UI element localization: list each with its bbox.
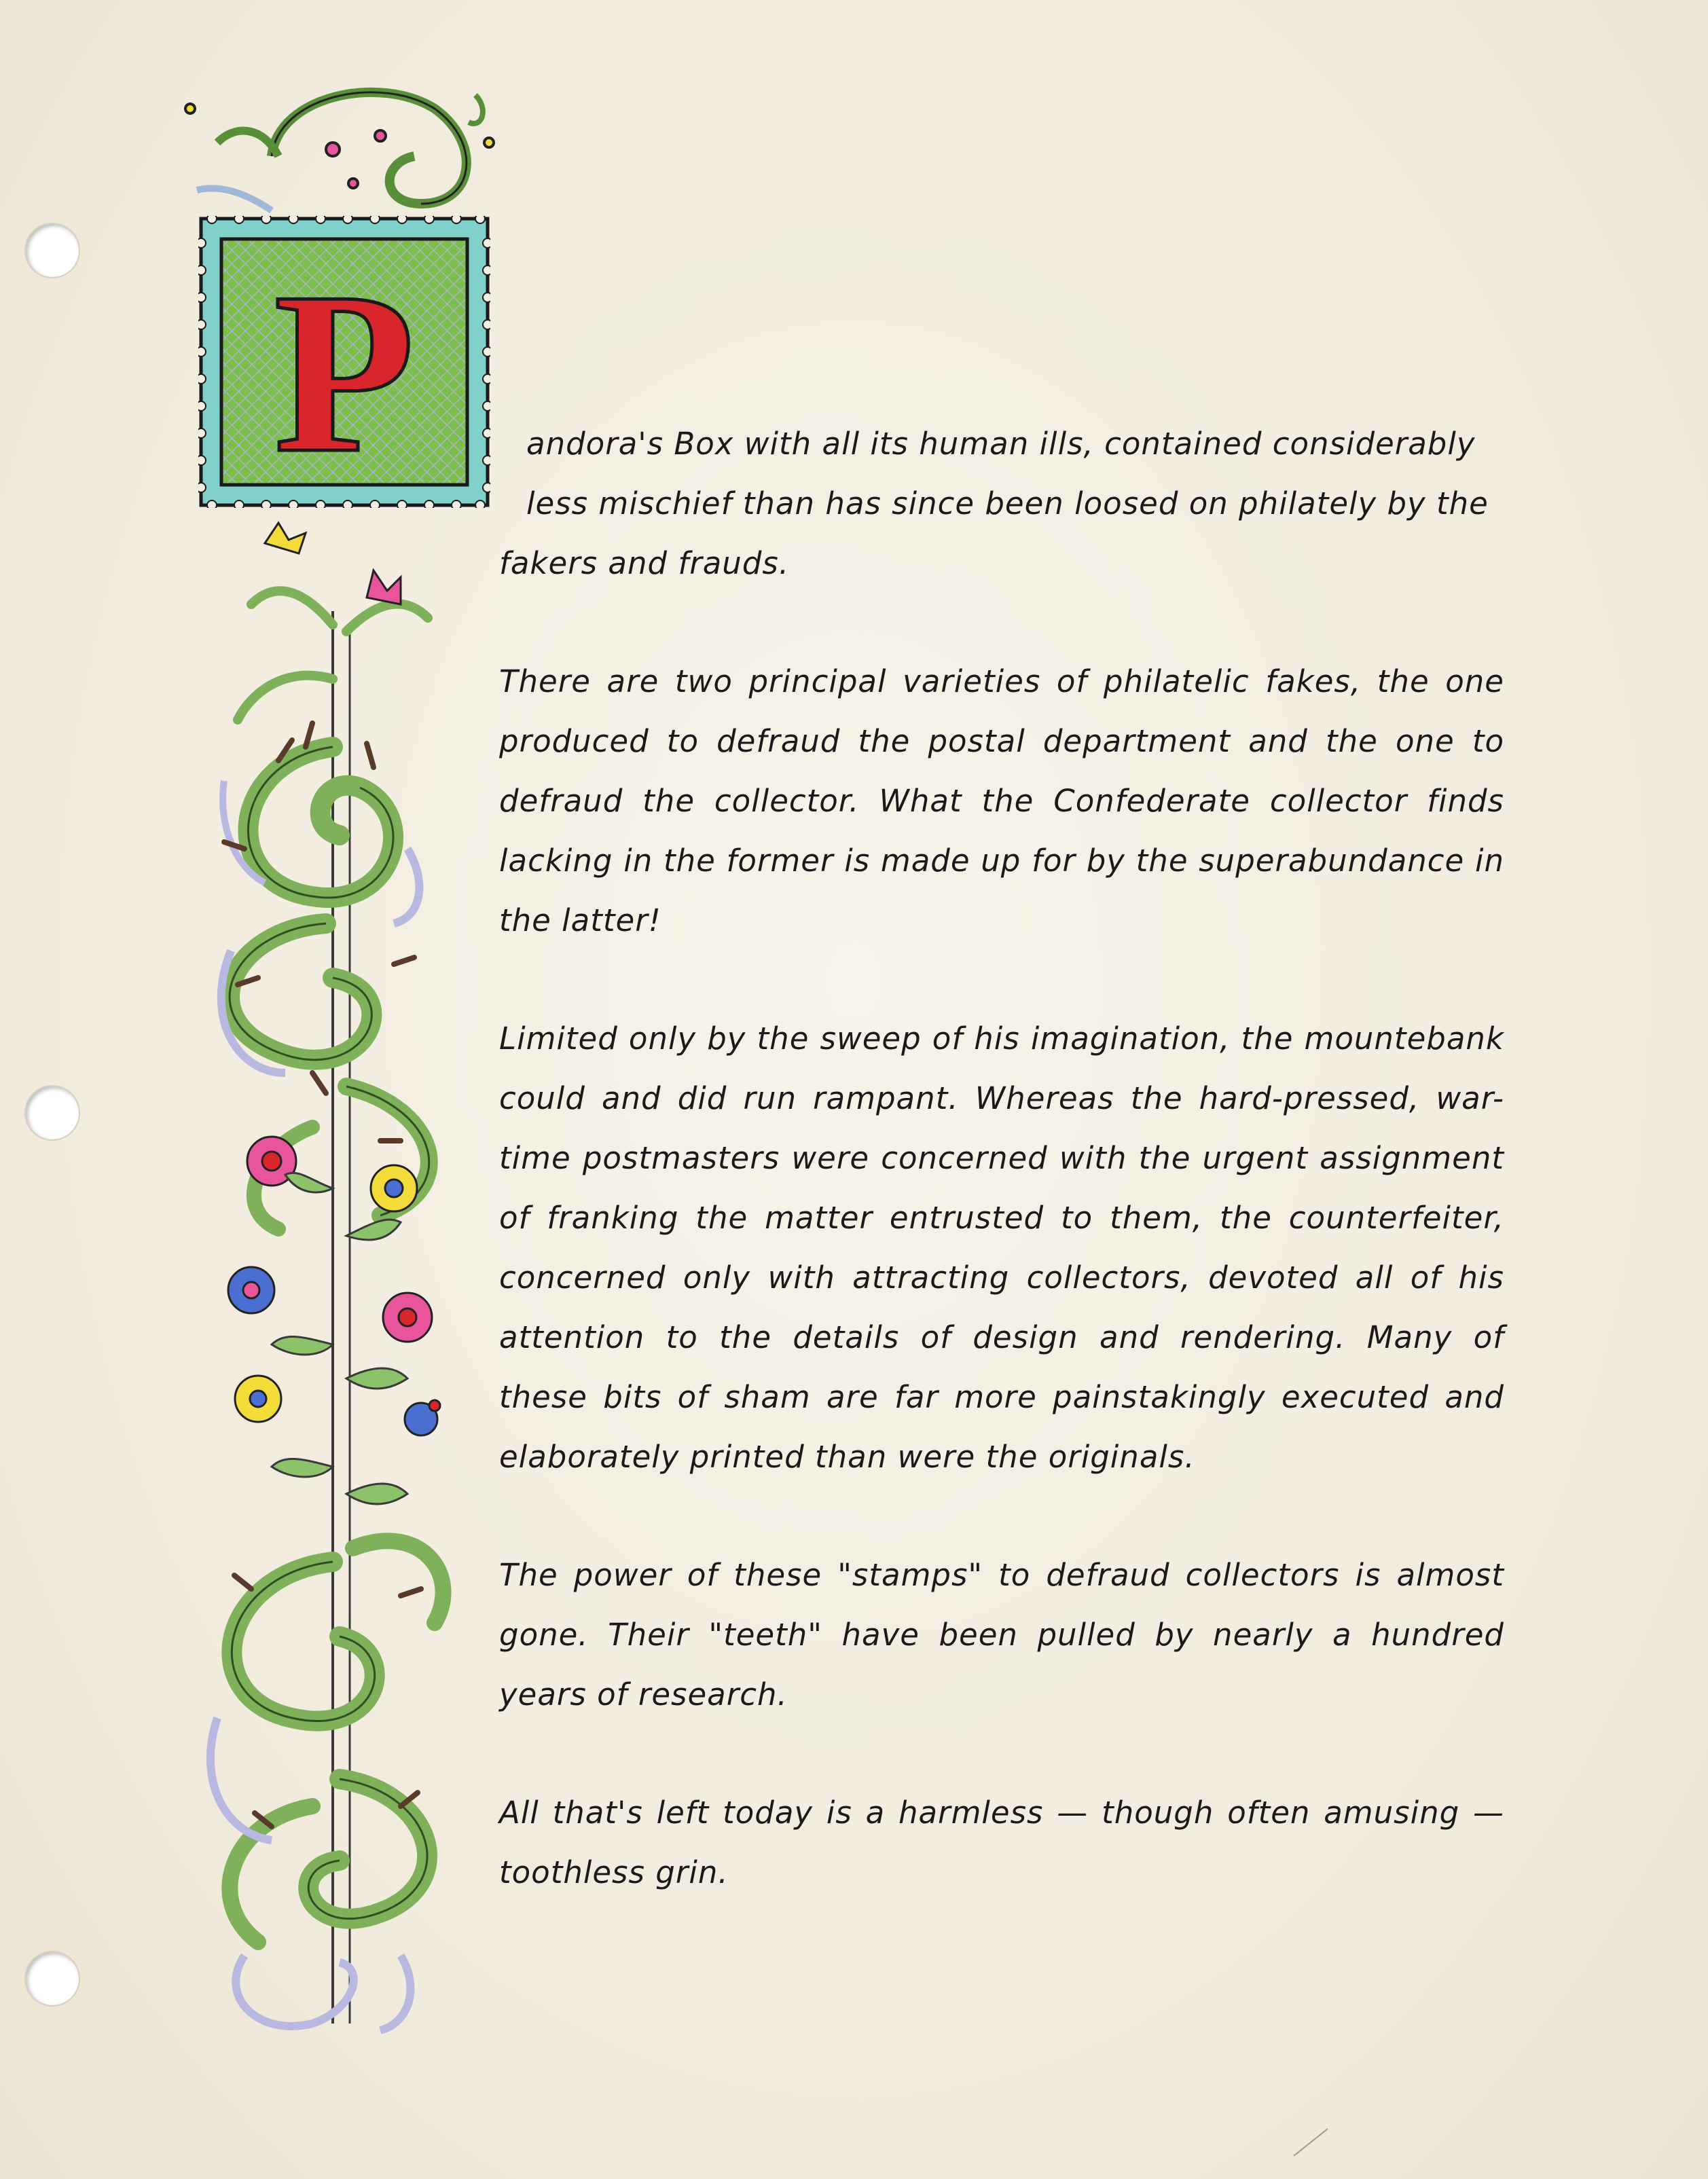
initial-letter: P xyxy=(274,244,415,500)
top-flourish xyxy=(185,92,494,210)
paragraph-1-line-3: fakers and frauds. xyxy=(499,545,790,581)
paragraph-1-line-2: less mischief than has since been loosed on philately by the xyxy=(526,486,1489,521)
illuminated-initial-stamp xyxy=(198,216,490,508)
paragraph-1 xyxy=(499,414,1504,593)
pencil-mark xyxy=(1290,2125,1331,2159)
paragraph-5: All that's left today is a harmless — though often amusing — toothless grin. xyxy=(499,1795,1504,1890)
paragraph-2: There are two principal varieties of philatelic fakes, the one produced to defraud the postal department and the one to defraud the collector. What the Confederate collector finds lacking in the former is made up for by the superabundance in the latter! xyxy=(499,663,1504,938)
paragraph-3: Limited only by the sweep of his imagination, the mountebank could and did run rampant. Whereas the hard-pressed, war-time postmasters were concerned with the urgent assignment of franking the matter entrusted to them, the counterfeiter, concerned only with attracting collectors, devoted all of his attention to the details of design and rendering. Many of these bits of sham are far more painstakingly executed and elaborately printed than were the originals. xyxy=(499,1021,1504,1475)
paragraph-1-line-1: andora's Box with all its human ills, contained considerably xyxy=(526,426,1476,462)
text-column xyxy=(499,414,1504,1961)
leaf-stems xyxy=(272,1173,407,1504)
binder-hole-bottom xyxy=(26,1952,79,2005)
binder-hole-top xyxy=(26,224,79,277)
binder-hole-middle xyxy=(26,1086,79,1139)
paragraph-4: The power of these "stamps" to defraud collectors is almost gone. Their "teeth" have been pulled by nearly a hundred years of research. xyxy=(499,1557,1504,1713)
